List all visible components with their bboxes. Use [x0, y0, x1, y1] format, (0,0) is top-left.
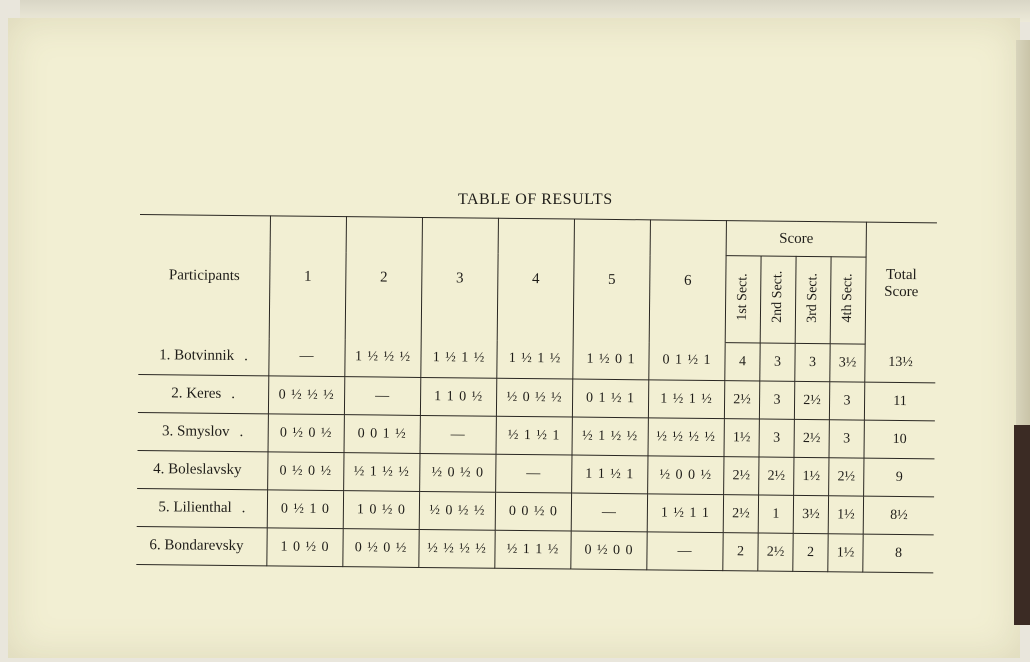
section-score: 3 [829, 382, 864, 420]
game-result: ½ 1 ½ 1 [496, 416, 572, 455]
game-result: 1 ½ 1 ½ [648, 380, 724, 419]
game-result: 0 ½ 0 ½ [343, 529, 419, 568]
game-result: 0 1 ½ 1 [649, 342, 725, 381]
game-column-header: 5 [573, 219, 650, 342]
participant-name [137, 488, 268, 527]
participant-name [137, 450, 268, 489]
section-score: 4 [725, 343, 760, 381]
game-result: — [269, 338, 345, 377]
participant-name [138, 336, 269, 375]
game-result: ½ 0 ½ ½ [419, 491, 495, 530]
total-score: 8½ [863, 496, 934, 535]
section-score: 1½ [724, 419, 759, 457]
score-header: Score [726, 221, 866, 257]
game-result: ½ 1 ½ ½ [572, 417, 648, 456]
header-row [140, 214, 937, 257]
game-result: ½ 1 1 ½ [495, 530, 571, 569]
game-result: 1 1 0 ½ [420, 377, 496, 416]
total-score-header [865, 222, 937, 345]
name-text: 1. Botvinnik [159, 346, 235, 364]
section-header: 2nd Sect. [760, 256, 796, 343]
section-header: 3rd Sect. [795, 256, 831, 343]
game-result: — [647, 532, 723, 571]
section-score: 2½ [723, 495, 758, 533]
section-score: 2 [793, 533, 828, 571]
section-score: 2½ [794, 419, 829, 457]
name-text: 6. Bondarevsky [149, 537, 244, 555]
section-score: 2½ [829, 458, 864, 496]
game-result: 0 ½ 0 ½ [268, 414, 344, 453]
game-result: 0 0 1 ½ [344, 415, 420, 454]
game-result: 0 ½ ½ ½ [268, 376, 344, 415]
name-text: 2. Keres [171, 385, 222, 402]
game-result: — [420, 415, 496, 454]
section-header: 4th Sect. [830, 257, 866, 344]
game-result: — [571, 493, 647, 532]
section-score: 3½ [793, 495, 828, 533]
total-score: 8 [863, 534, 934, 573]
game-result: — [496, 454, 572, 493]
section-score: 2 [723, 533, 758, 571]
total-score: 9 [864, 458, 935, 497]
game-result: 1 ½ 1 ½ [421, 339, 497, 378]
section-score: 2½ [759, 457, 794, 495]
table-row [136, 526, 933, 572]
game-result: 1 1 ½ 1 [572, 455, 648, 494]
leader-dot: . [241, 500, 246, 517]
game-result: 0 0 ½ 0 [495, 492, 571, 531]
score-label: Score [884, 283, 919, 300]
game-result: ½ ½ ½ ½ [648, 418, 724, 457]
total-score: 10 [864, 420, 935, 459]
table-title: TABLE OF RESULTS [458, 191, 613, 208]
participant-name [136, 526, 267, 565]
participants-header: Participants [139, 214, 271, 337]
game-result: 0 1 ½ 1 [572, 379, 648, 418]
game-column-header: 1 [269, 216, 346, 339]
name-text: 5. Lilienthal [158, 499, 232, 516]
section-score: 3 [760, 343, 795, 381]
background-corner [1014, 425, 1030, 625]
results-table [136, 214, 937, 573]
section-score: 3 [795, 343, 830, 381]
game-result: 0 ½ 0 0 [571, 531, 647, 570]
game-result: 1 0 ½ 0 [343, 491, 419, 530]
game-column-header: 4 [497, 218, 574, 341]
leader-dot: . [244, 347, 248, 364]
leader-dot: . [239, 424, 244, 441]
game-result: ½ 1 ½ ½ [344, 453, 420, 492]
game-result: 1 ½ 1 ½ [497, 340, 573, 379]
section-score: 2½ [724, 457, 759, 495]
section-score: 1½ [828, 534, 863, 572]
game-result: 0 ½ 0 ½ [268, 452, 344, 491]
section-score: 3 [829, 420, 864, 458]
game-result: 1 ½ 0 1 [573, 341, 649, 380]
game-result: ½ 0 0 ½ [648, 456, 724, 495]
game-column-header: 2 [345, 217, 422, 340]
section-header: 1st Sect. [725, 256, 761, 343]
name-text: 4. Boleslavsky [153, 461, 242, 479]
game-result: 1 0 ½ 0 [267, 528, 343, 567]
game-column-header: 6 [649, 220, 726, 343]
total-score: 11 [864, 382, 935, 421]
game-result: ½ ½ ½ ½ [419, 529, 495, 568]
game-result: 0 ½ 1 0 [267, 490, 343, 529]
name-text: 3. Smyslov [162, 423, 230, 440]
section-score: 1 [758, 495, 793, 533]
section-score: 3 [759, 381, 794, 419]
game-result: 1 ½ 1 1 [647, 494, 723, 533]
game-result: ½ 0 ½ 0 [420, 453, 496, 492]
leader-dot: . [231, 385, 236, 403]
section-score: 2½ [794, 381, 829, 419]
game-result: 1 ½ ½ ½ [345, 339, 421, 378]
section-score: 2½ [758, 533, 793, 571]
section-score: 1½ [828, 496, 863, 534]
game-column-header: 3 [421, 217, 498, 340]
section-score: 2½ [724, 381, 759, 419]
section-score: 3 [759, 419, 794, 457]
total-label: Total [886, 267, 917, 284]
section-score: 3½ [830, 344, 865, 382]
game-result: — [344, 377, 420, 416]
section-score: 1½ [794, 457, 829, 495]
total-score: 13½ [865, 344, 936, 383]
game-result: ½ 0 ½ ½ [496, 378, 572, 417]
participant-name [138, 374, 269, 413]
participant-name [138, 412, 269, 451]
